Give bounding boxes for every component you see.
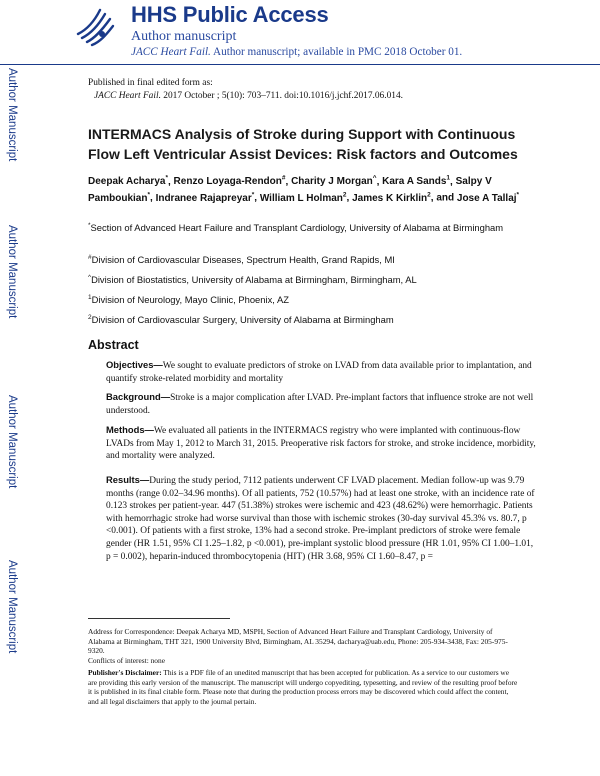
affiliation [88,252,538,267]
citation-journal: JACC Heart Fail. [94,90,161,101]
affiliation-mark: 2 [88,314,92,321]
author: Kara A Sands$^1$ [382,175,451,188]
author: Indranee Rajapreyar* [155,191,255,204]
affiliation [88,292,538,307]
section-text: We sought to evaluate predictors of stroke on LVAD from data available prior to implantation, and quantify stroke-related morbidity and mortality [106,361,532,384]
side-label: Author Manuscript [6,395,18,489]
article-title: INTERMACS Analysis of Stroke during Support with Continuous Flow Left Ventricular Assist Devices: Risk factors and Outcomes [88,126,518,162]
affiliation-text: Division of Neurology, Mayo Clinic, Phoenix, AZ [91,294,289,306]
affiliation-text: Section of Advanced Heart Failure and Transplant Cardiology, University of Alabama at Birmingham [90,222,504,234]
disclaimer-text: This is a PDF file of an unedited manuscript that has been accepted for publication. As a service to our customers we are providing this early version of the manuscript. The manuscript will undergo copyediting, typesetting, and review of the resulting proof before it is published in its final citable form. Please note that during the production process errors may be discovered which could affect the content, and all legal disclaimers that apply to the journal pertain. [88,668,518,706]
affiliation-text: Division of Biostatistics, University of Alabama at Birmingham, Birmingham, AL [91,274,417,286]
footnote-divider [88,618,230,619]
abstract-methods [106,424,536,463]
author: Deepak Acharya* [88,175,168,188]
side-label: Author Manuscript [6,560,18,654]
correspondence-address: Address for Correspondence: Deepak Acharya MD, MSPH, Section of Advanced Heart Failure and Transplant Cardiology, University of Alabama at Birmingham, THT 321, 1900 University Blvd, Birmingham, AL 35294, dacharya@uab.edu, Phone: 205-934-3438, Fax: 205-975-9320. [88,627,508,656]
header-note-rest: Author manuscript; available in PMC 2018 October 01. [210,46,463,58]
abstract-heading: Abstract [88,338,139,352]
section-text: We evaluated all patients in the INTERMACS registry who were implanted with continuous-flow LVADs from May 1, 2012 to March 31, 2015. Preoperative risk factors for stroke, and stroke incidence, morbidity, and mortality were analyzed. [106,426,536,462]
publisher-disclaimer [88,668,518,706]
author: Jose A Tallaj* [456,191,520,204]
section-text: Stroke is a major complication after LVAD. Pre-implant factors that influence stroke are not well understood. [106,393,534,416]
affiliation [88,220,538,235]
author: Renzo Loyaga-Rendon# [173,175,286,188]
publication-info [88,77,403,102]
section-label: Background— [106,391,171,402]
disclaimer-label: Publisher's Disclaimer: [88,668,162,677]
abstract-background [106,391,536,417]
author: Salpy V Pamboukian* [88,176,492,204]
hhs-eagle-logo [72,4,116,48]
conflicts-of-interest: Conflicts of interest: none [88,656,165,665]
section-label: Methods— [106,424,154,435]
side-label: Author Manuscript [6,68,18,162]
header-divider [0,64,600,65]
section-label: Objectives— [106,359,163,370]
affiliation-mark: * [88,222,91,229]
affiliation-text: Division of Cardiovascular Surgery, University of Alabama at Birmingham [91,314,394,326]
author: William L Holman$^2$ [259,191,347,204]
citation-details: 2017 October ; 5(10): 703–711. doi:10.1016/j.jchf.2017.06.014. [160,90,403,101]
affiliation-mark: # [88,254,92,261]
affiliation-mark: 1 [88,294,92,301]
affiliation [88,312,538,327]
affiliation [88,272,538,287]
header-title: HHS Public Access [131,2,329,27]
header-journal: JACC Heart Fail. [131,46,211,58]
affiliation-mark: ^ [88,274,92,281]
author: Charity J Morgan^ [291,175,377,188]
header-availability-note [131,46,462,58]
abstract-results [106,474,536,563]
published-in-label: Published in final edited form as: [88,78,213,88]
section-text: During the study period, 7112 patients underwent CF LVAD placement. Median follow-up was 9.79 months (range 0.02–34.96 months). Of all patients, 752 (10.57%) had at least one stroke, with an incidence rate of 0.123 strokes per patient-year. 447 (51.38%) strokes were ischemic and 423 (48.62%) were hemorrhagic. Patients with hemorrhagic stroke had worse survival than those with ischemic strokes (30-day survival 45.3% vs. 80.7, p <0.001). Of patients with a first stroke, 13% had a second stroke. Pre-implant predictors of stroke were female gender (HR 1.51, 95% CI 1.25–1.82, p <0.001), pre-implant systolic blood pressure (HR 1.01, 95% CI 1.00–1.01, p = 0.002), heparin-induced thrombocytopenia (HIT) (HR 3.68, 95% CI 1.60–8.47, p = [106,476,535,562]
abstract-objectives [106,359,536,385]
citation [94,90,403,103]
author-list: Deepak Acharya*, Renzo Loyaga-Rendon#, Charity J Morgan^, Kara A Sands$^1$, Salpy V Pamboukian*, Indranee Rajapreyar*, William L Holman$^2$, James K Kirklin$^2$, and Jose A Tallaj* [88,175,520,204]
affiliation-text: Division of Cardiovascular Diseases, Spectrum Health, Grand Rapids, MI [91,254,395,266]
author: James K Kirklin$^2$ [352,191,431,204]
side-label: Author Manuscript [6,225,18,319]
section-label: Results— [106,474,150,485]
header-subtitle: Author manuscript [131,29,237,44]
